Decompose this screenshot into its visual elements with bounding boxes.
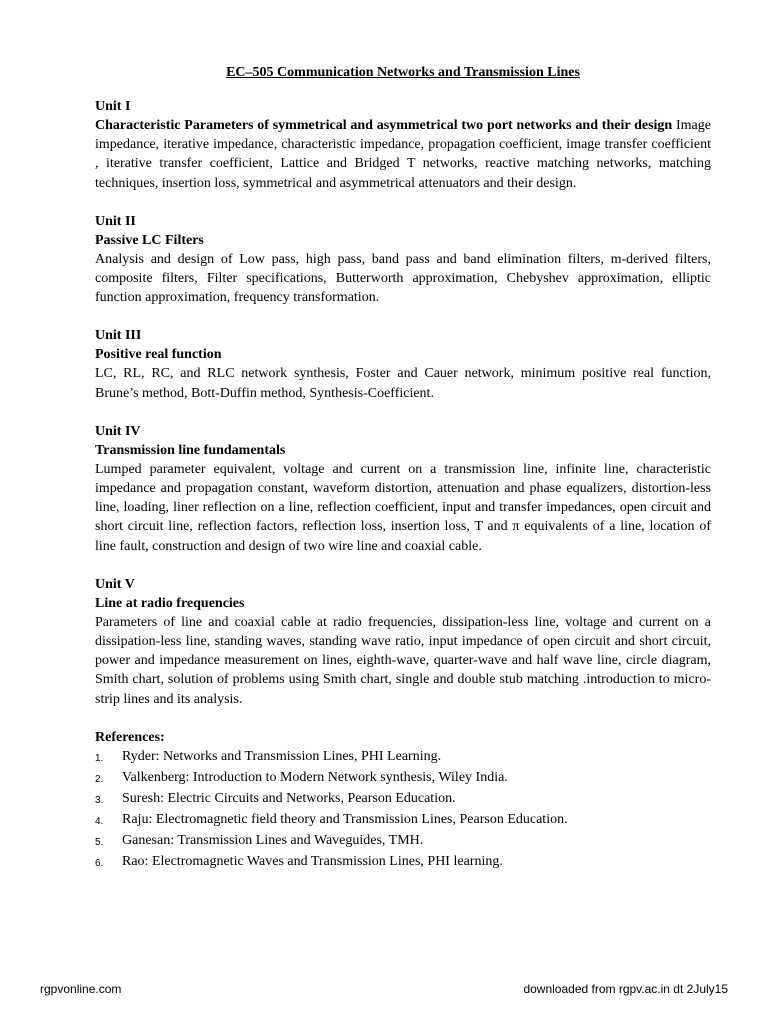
reference-number: 2. xyxy=(95,773,104,785)
unit-2-heading: Passive LC Filters xyxy=(95,232,204,248)
unit-3-label: Unit III xyxy=(95,328,142,344)
footer-source-site: rgpvonline.com xyxy=(40,982,122,996)
unit-3-body: LC, RL, RC, and RLC network synthesis, Foster and Cauer network, minimum positive real function, Brune’s method, Bott-Duffin method, Synthesis-Coefficient. xyxy=(95,366,711,401)
unit-3-section xyxy=(95,326,711,402)
reference-item xyxy=(95,768,711,789)
reference-item xyxy=(95,747,711,768)
unit-1-label: Unit I xyxy=(95,99,131,114)
reference-text: Valkenberg: Introduction to Modern Network synthesis, Wiley India. xyxy=(122,769,508,785)
reference-number: 6. xyxy=(95,857,104,869)
reference-text: Rao: Electromagnetic Waves and Transmission Lines, PHI learning. xyxy=(122,853,503,869)
page-title: EC–505 Communication Networks and Transmission Lines xyxy=(226,65,580,80)
reference-number: 4. xyxy=(95,815,104,827)
unit-4-heading: Transmission line fundamentals xyxy=(95,442,286,458)
unit-2-body: Analysis and design of Low pass, high pass, band pass and band elimination filters, m-derived filters, composite filters, Filter specifications, Butterworth approximation, Chebyshev approximation, elliptic function approximation, frequency transformation. xyxy=(95,251,711,306)
footer-download-note: downloaded from rgpv.ac.in dt 2July15 xyxy=(523,982,728,996)
unit-1-heading: Characteristic Parameters of symmetrical and asymmetrical two port networks and their design xyxy=(95,118,673,133)
reference-item xyxy=(95,831,711,852)
reference-item xyxy=(95,810,711,831)
unit-3-heading: Positive real function xyxy=(95,347,222,363)
unit-5-label: Unit V xyxy=(95,576,135,592)
reference-item xyxy=(95,852,711,873)
unit-5-section xyxy=(95,575,711,709)
unit-2-label: Unit II xyxy=(95,213,136,229)
reference-number: 5. xyxy=(95,836,104,848)
references-list xyxy=(95,747,711,873)
document-page xyxy=(95,64,711,873)
reference-text: Ryder: Networks and Transmission Lines, PHI Learning. xyxy=(122,748,442,764)
reference-text: Ganesan: Transmission Lines and Waveguides, TMH. xyxy=(122,832,424,848)
reference-text: Suresh: Electric Circuits and Networks, Pearson Education. xyxy=(122,790,456,806)
references-title: References: xyxy=(95,729,165,745)
unit-4-label: Unit IV xyxy=(95,423,141,439)
unit-5-heading: Line at radio frequencies xyxy=(95,595,245,611)
reference-number: 1. xyxy=(95,752,104,764)
unit-4-body: Lumped parameter equivalent, voltage and current on a transmission line, infinite line, characteristic impedance and propagation constant, waveform distortion, attenuation and phase equalizers, distortion-less line, loading, liner reflection on a line, reflection coefficient, input and transfer impedances, open circuit and short circuit line, reflection factors, reflection loss, insertion loss, T and π equivalents of a line, location of line fault, construction and design of two wire line and coaxial cable. xyxy=(95,461,711,554)
reference-text: Raju: Electromagnetic field theory and Transmission Lines, Pearson Education. xyxy=(122,811,568,827)
unit-2-section xyxy=(95,212,711,308)
unit-5-body: Parameters of line and coaxial cable at radio frequencies, dissipation-less line, voltage and current on a dissipation-less line, standing waves, standing wave ratio, input impedance of open circuit and short circuit, power and impedance measurement on lines, eighth-wave, quarter-wave and half wave line, circle diagram, Smith chart, solution of problems using Smith chart, single and double stub matching .introduction to micro- strip lines and its analysis. xyxy=(95,614,711,707)
unit-1-section xyxy=(95,97,711,193)
unit-4-section xyxy=(95,422,711,556)
references-section xyxy=(95,728,711,873)
unit-1-body: Image impedance, iterative impedance, characteristic impedance, propagation coefficient, image transfer coefficient , iterative transfer coefficient, Lattice and Bridged T networks, reactive matching networks, matching techniques, insertion loss, symmetrical and asymmetrical attenuators and their design. xyxy=(95,118,711,191)
reference-item xyxy=(95,789,711,810)
unit-1-body-paragraph xyxy=(95,116,711,193)
reference-number: 3. xyxy=(95,794,104,806)
